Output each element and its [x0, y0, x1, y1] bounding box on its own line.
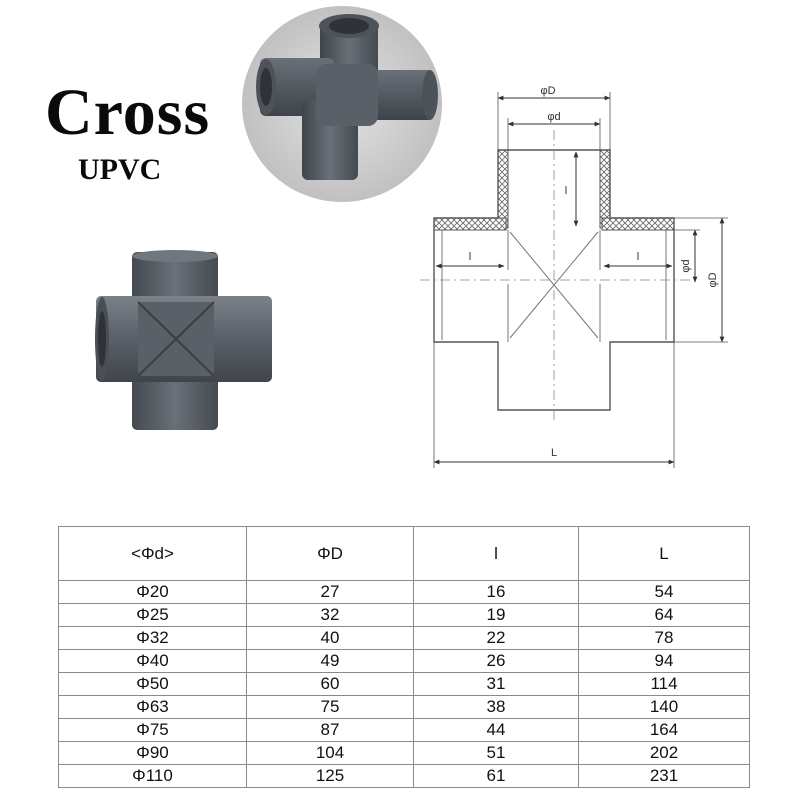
cell-socket-depth: 44	[414, 719, 579, 742]
dim-label-inner-diameter-top: φd	[547, 111, 561, 123]
material-label: UPVC	[78, 153, 162, 186]
cell-socket-depth: 19	[414, 604, 579, 627]
header-total-length: L	[579, 527, 750, 581]
dim-label-outer-diameter-top: φD	[540, 85, 556, 97]
cell-size: Φ90	[59, 742, 247, 765]
cell-size: Φ32	[59, 627, 247, 650]
cell-socket-depth: 38	[414, 696, 579, 719]
cell-outer-diameter: 125	[247, 765, 414, 788]
cell-socket-depth: 61	[414, 765, 579, 788]
cell-size: Φ110	[59, 765, 247, 788]
header-inner-diameter: <Φd>	[59, 527, 247, 581]
cell-total-length: 114	[579, 673, 750, 696]
table-row	[59, 627, 750, 650]
header-socket-depth: l	[414, 527, 579, 581]
dim-label-outer-diameter-right: φD	[707, 272, 719, 288]
cell-total-length: 78	[579, 627, 750, 650]
cell-size: Φ75	[59, 719, 247, 742]
table-row	[59, 581, 750, 604]
dim-label-socket-depth-top: l	[564, 185, 568, 197]
table-row	[59, 719, 750, 742]
table-row	[59, 604, 750, 627]
cell-total-length: 202	[579, 742, 750, 765]
cell-size: Φ20	[59, 581, 247, 604]
cell-total-length: 164	[579, 719, 750, 742]
cell-size: Φ25	[59, 604, 247, 627]
table-row	[59, 696, 750, 719]
dim-label-socket-depth-right: l	[636, 251, 640, 263]
cross-fitting-photo-front	[92, 246, 292, 436]
table-row	[59, 650, 750, 673]
dim-label-inner-diameter-right: φd	[680, 259, 692, 273]
cell-socket-depth: 26	[414, 650, 579, 673]
cell-total-length: 54	[579, 581, 750, 604]
cell-size: Φ63	[59, 696, 247, 719]
cell-outer-diameter: 32	[247, 604, 414, 627]
cell-total-length: 94	[579, 650, 750, 673]
cell-outer-diameter: 75	[247, 696, 414, 719]
dim-label-total-length: L	[550, 447, 558, 459]
header-outer-diameter: ΦD	[247, 527, 414, 581]
table-row	[59, 765, 750, 788]
cell-outer-diameter: 49	[247, 650, 414, 673]
cross-fitting-drawing	[400, 70, 780, 480]
table-row	[59, 673, 750, 696]
cell-socket-depth: 16	[414, 581, 579, 604]
cell-socket-depth: 51	[414, 742, 579, 765]
cell-socket-depth: 31	[414, 673, 579, 696]
cell-outer-diameter: 40	[247, 627, 414, 650]
cell-socket-depth: 22	[414, 627, 579, 650]
cell-size: Φ50	[59, 673, 247, 696]
cell-outer-diameter: 87	[247, 719, 414, 742]
table-row	[59, 742, 750, 765]
cell-total-length: 140	[579, 696, 750, 719]
cell-outer-diameter: 27	[247, 581, 414, 604]
cell-outer-diameter: 60	[247, 673, 414, 696]
dimension-table	[58, 526, 750, 788]
cell-total-length: 64	[579, 604, 750, 627]
dim-label-socket-depth-left: l	[468, 251, 472, 263]
product-title: Cross	[45, 76, 211, 149]
cell-total-length: 231	[579, 765, 750, 788]
cell-outer-diameter: 104	[247, 742, 414, 765]
cell-size: Φ40	[59, 650, 247, 673]
table-header-row	[59, 527, 750, 581]
